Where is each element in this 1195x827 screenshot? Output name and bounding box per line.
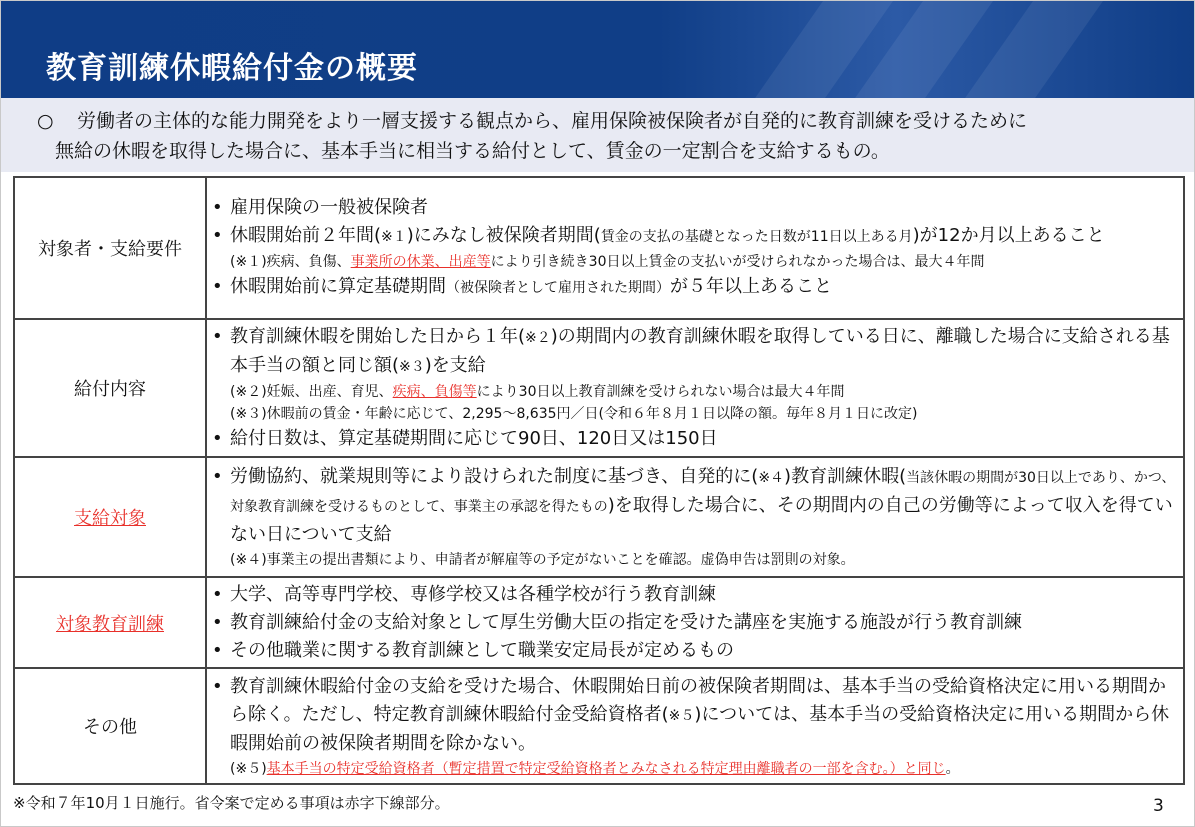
footnote: (※５)基本手当の特定受給資格者（暫定措置で特定受給資格者とみなされる特定理由離職者の一部を含む。）と同じ。 [230, 760, 960, 777]
list-item: • 教育訓練休暇を開始した日から１年(※２)の期間内の教育訓練休暇を取得している日に、離職した場合に支給される基本手当の額と同じ額(※３)を支給 [207, 323, 1183, 381]
slide-header [1, 1, 1194, 98]
slide-title: 教育訓練休暇給付金の概要 [46, 51, 418, 86]
intro-line-2: 無給の休暇を取得した場合に、基本手当に相当する給付として、賃金の一定割合を支給するもの。 [55, 140, 890, 162]
footnote: (※２)妊娠、出産、育児、疾病、負傷等により30日以上教育訓練を受けられない場合は最大４年間 [230, 384, 845, 400]
footnote: (※３)休暇前の賃金・年齢に応じて、2,295～8,635円／日(令和６年８月１日以降の額。毎年８月１日に改定) [230, 406, 918, 422]
row-label: 対象者・支給要件 [14, 177, 206, 319]
list-item: • 休暇開始前に算定基礎期間（被保険者として雇用された期間）が５年以上あること [207, 273, 1183, 302]
row-content [206, 177, 1184, 319]
row-label: 支給対象 [14, 457, 206, 577]
list-item: • 教育訓練給付金の支給対象として厚生労働大臣の指定を受けた講座を実施する施設が行う教育訓練 [207, 609, 1183, 637]
table-row [14, 177, 1184, 319]
row-label: 対象教育訓練 [14, 577, 206, 668]
footer-note: ※令和７年10月１日施行。省令案で定める事項は赤字下線部分。 [13, 794, 450, 812]
summary-table [13, 176, 1185, 785]
list-item: • 休暇開始前２年間(※１)にみなし被保険者期間(賃金の支払の基礎となった日数が11日以上ある月)が12か月以上あること [207, 222, 1183, 251]
table-row [14, 319, 1184, 457]
row-content [206, 319, 1184, 457]
list-item: • 給付日数は、算定基礎期間に応じて90日、120日又は150日 [207, 425, 1183, 453]
intro-line-1: ○ 労働者の主体的な能力開発をより一層支援する観点から、雇用保険被保険者が自発的に教育訓練を受けるために [37, 110, 1028, 132]
table-row [14, 457, 1184, 577]
row-label: 給付内容 [14, 319, 206, 457]
list-item: • 大学、高等専門学校、専修学校又は各種学校が行う教育訓練 [207, 581, 1183, 609]
list-item: • 教育訓練休暇給付金の支給を受けた場合、休暇開始日前の被保険者期間は、基本手当の受給資格決定に用いる期間から除く。ただし、特定教育訓練休暇給付金受給資格者(※５)については、基本手当の受給資格決定に用いる期間から休暇開始前の被保険者期間を除かない。 [207, 673, 1183, 758]
footnote: (※４)事業主の提出書類により、申請者が解雇等の予定がないことを確認。虚偽申告は罰則の対象。 [230, 552, 855, 568]
list-item: • その他職業に関する教育訓練として職業安定局長が定めるもの [207, 637, 1183, 665]
row-label: その他 [14, 668, 206, 784]
intro-bullet: ○ [37, 110, 54, 132]
footnote: (※１)疾病、負傷、事業所の休業、出産等により引き続き30日以上賃金の支払いが受けられなかった場合は、最大４年間 [230, 254, 985, 270]
row-content [206, 577, 1184, 668]
list-item: • 労働協約、就業規則等により設けられた制度に基づき、自発的に(※４)教育訓練休暇(当該休暇の期間が30日以上であり、かつ、対象教育訓練を受けるものとして、事業主の承認を得たもの)を取得した場合に、その期間内の自己の労働等によって収入を得ていない日について支給 [207, 463, 1183, 549]
page-number: 3 [1153, 796, 1164, 816]
row-content [206, 457, 1184, 577]
list-item: • 雇用保険の一般被保険者 [207, 194, 1183, 222]
table-row [14, 577, 1184, 668]
table-row [14, 668, 1184, 784]
row-content [206, 668, 1184, 784]
intro-box [1, 98, 1194, 172]
